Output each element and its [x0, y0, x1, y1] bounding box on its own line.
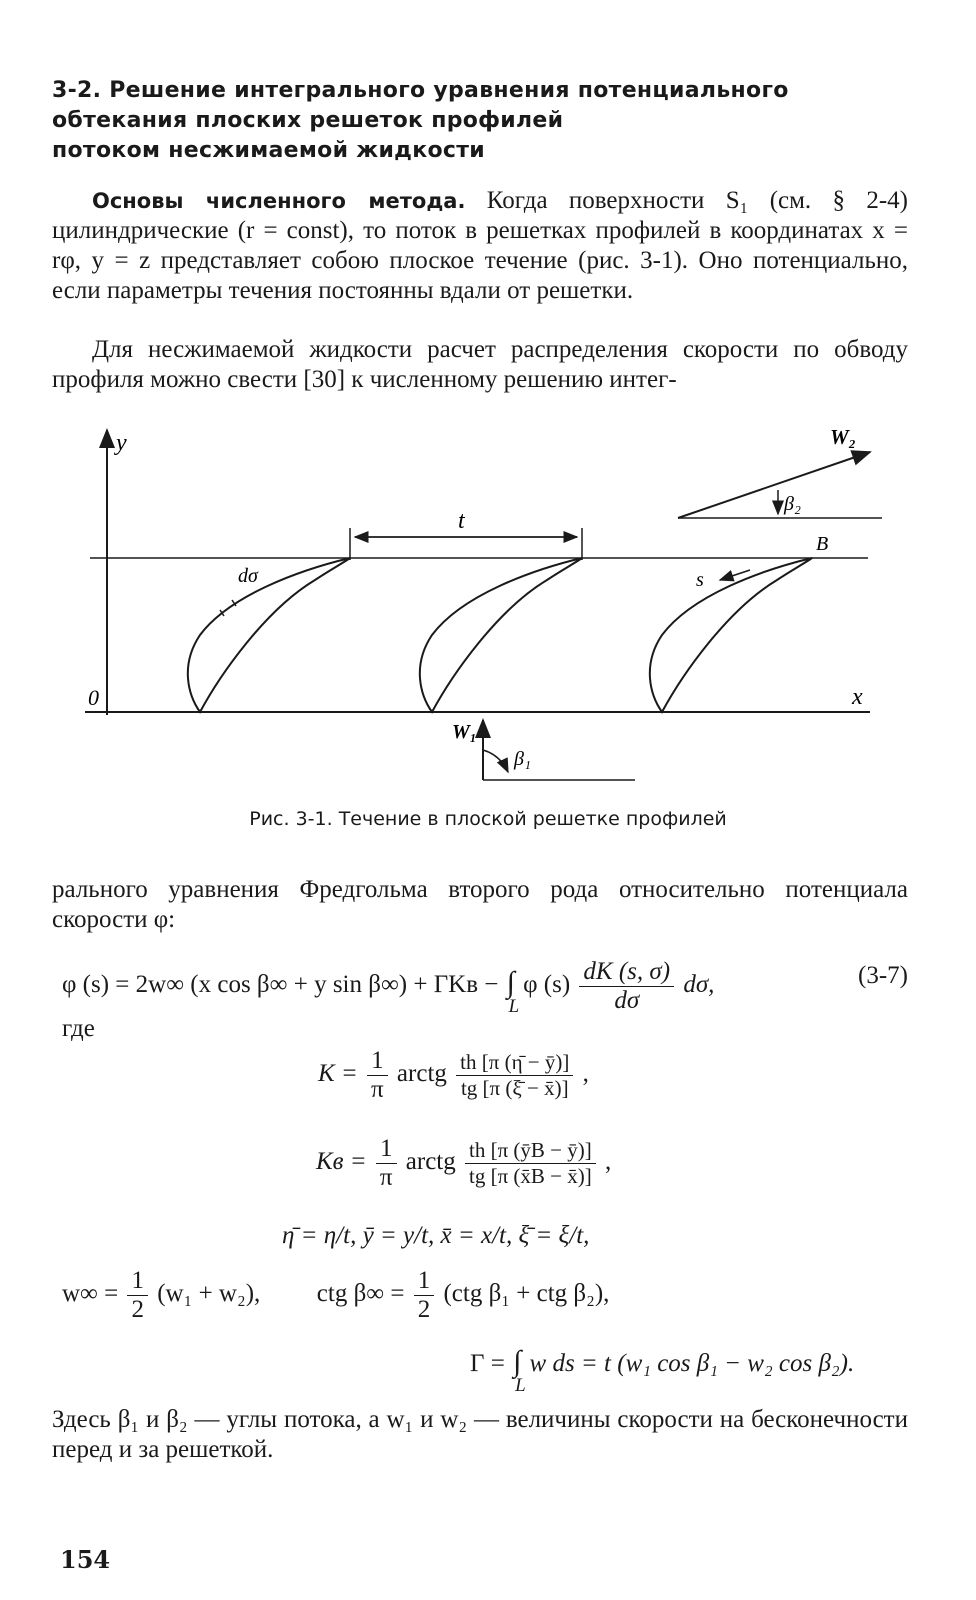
x-axis-label: x	[852, 684, 863, 710]
dsigma-label: dσ	[238, 565, 258, 587]
heading-line-3: потоком несжимаемой жидкости	[52, 138, 485, 163]
w1-label: W₁	[452, 721, 477, 743]
equation-w-inf	[62, 1267, 609, 1324]
w2-vector	[678, 452, 870, 518]
equation-normalized: η̄ = η/t, ȳ = y/t, x̄ = x/t, ξ̄ = ξ/t,	[282, 1222, 590, 1249]
blade-profile-3	[650, 558, 812, 712]
paragraph-3: рального уравнения Фредгольма второго рода относительно потенциала скорости φ:	[52, 876, 908, 933]
eqKb-den: tg [π (x̄B − x̄)]	[469, 1164, 592, 1188]
eqK-tail: ,	[582, 1060, 589, 1088]
beta1-arc	[483, 750, 508, 772]
eq37-phi: φ (s)	[523, 971, 571, 999]
equation-gamma	[470, 1345, 855, 1396]
eqK-lhs: K =	[318, 1060, 358, 1088]
w2-label: W₂	[830, 425, 856, 449]
eqW-lhs: w∞ =	[62, 1280, 119, 1308]
eqKb-arctg: arctg	[405, 1148, 456, 1176]
paragraph-4: Здесь β₁ и β₂ — углы потока, а w₁ и w₂ — величины скорости на бесконечности перед и за решеткой.	[52, 1406, 908, 1463]
equation-3-7	[62, 958, 715, 1018]
heading-line-1: 3-2. Решение интегрального уравнения потенциального	[52, 78, 789, 103]
eqGamma-integral: ∫	[513, 1345, 522, 1378]
pitch-label: t	[458, 508, 465, 534]
paragraph-runin-title: Основы численного метода.	[92, 189, 466, 213]
eqW-two: 2	[131, 1296, 144, 1323]
eqK-pi: π	[371, 1076, 384, 1103]
paragraph-1	[52, 186, 908, 306]
eqKb-tail: ,	[605, 1148, 612, 1176]
figure-caption: Рис. 3-1. Течение в плоской решетке профилей	[249, 808, 727, 830]
point-b-label: B	[816, 533, 829, 555]
eqKb-pi: π	[379, 1164, 393, 1191]
eq37-frac-den: dσ	[614, 987, 640, 1014]
eqK-den: tg [π (ξ̄ − x̄)]	[460, 1076, 569, 1100]
s-label: s	[696, 569, 704, 591]
eq37-lhs: φ (s) = 2w∞ (x cos β∞ + y sin β∞) + ΓKв −	[62, 971, 499, 999]
equation-K	[318, 1047, 589, 1104]
eqGamma-rhs: w ds = t (w₁ cos β₁ − w₂ cos β₂).	[529, 1350, 855, 1377]
eqK-arctg: arctg	[396, 1060, 447, 1088]
eq37-integral-sub: L	[508, 996, 520, 1018]
eqC-one: 1	[414, 1267, 435, 1296]
eq37-tail: dσ,	[683, 971, 715, 999]
section-heading	[52, 76, 892, 166]
cascade-figure	[60, 420, 910, 800]
eqKb-num: th [π (ȳB − ȳ)]	[465, 1138, 596, 1164]
eqKb-lhs: Kв =	[316, 1148, 367, 1176]
eqW-rhs: (w₁ + w₂),	[157, 1280, 261, 1308]
eqC-rhs: (ctg β₁ + ctg β₂),	[443, 1280, 610, 1308]
beta1-label: β₁	[514, 748, 531, 770]
eqK-one: 1	[367, 1047, 388, 1076]
beta2-label: β₂	[784, 493, 801, 515]
equation-Kb	[316, 1135, 611, 1192]
eqW-one: 1	[127, 1267, 148, 1296]
origin-label: 0	[88, 685, 99, 710]
eqKb-one: 1	[376, 1135, 397, 1164]
heading-line-2: обтекания плоских решеток профилей	[52, 108, 564, 133]
eqC-two: 2	[417, 1296, 431, 1323]
eq37-integral: ∫	[506, 966, 515, 1000]
y-axis-label: y	[116, 430, 127, 456]
eqGamma-lhs: Γ =	[470, 1350, 505, 1377]
blade-profile-1	[188, 558, 350, 712]
paragraph-1-text: Когда поверхности S₁ (см. § 2-4) цилиндрические (r = const), то поток в решетках профилей в координатах x = rφ, y = z представляет собою плоское течение (рис. 3-1). Оно потенциально, если параметры течения постоянны вдали от решетки.	[52, 187, 908, 304]
eqC-lhs: ctg β∞ =	[316, 1280, 405, 1308]
paragraph-2: Для несжимаемой жидкости расчет распределения скорости по обводу профиля можно свести [30] к численному решению интег-	[52, 336, 908, 393]
eqK-num: th [π (η̄ − ȳ)]	[456, 1050, 573, 1076]
blade-profile-2	[420, 558, 582, 712]
eqGamma-integral-sub: L	[515, 1375, 526, 1396]
page-number: 154	[60, 1545, 111, 1574]
equation-number: (3-7)	[858, 962, 908, 989]
where-label: где	[62, 1015, 95, 1042]
eq37-frac-num: dK (s, σ)	[579, 958, 674, 987]
